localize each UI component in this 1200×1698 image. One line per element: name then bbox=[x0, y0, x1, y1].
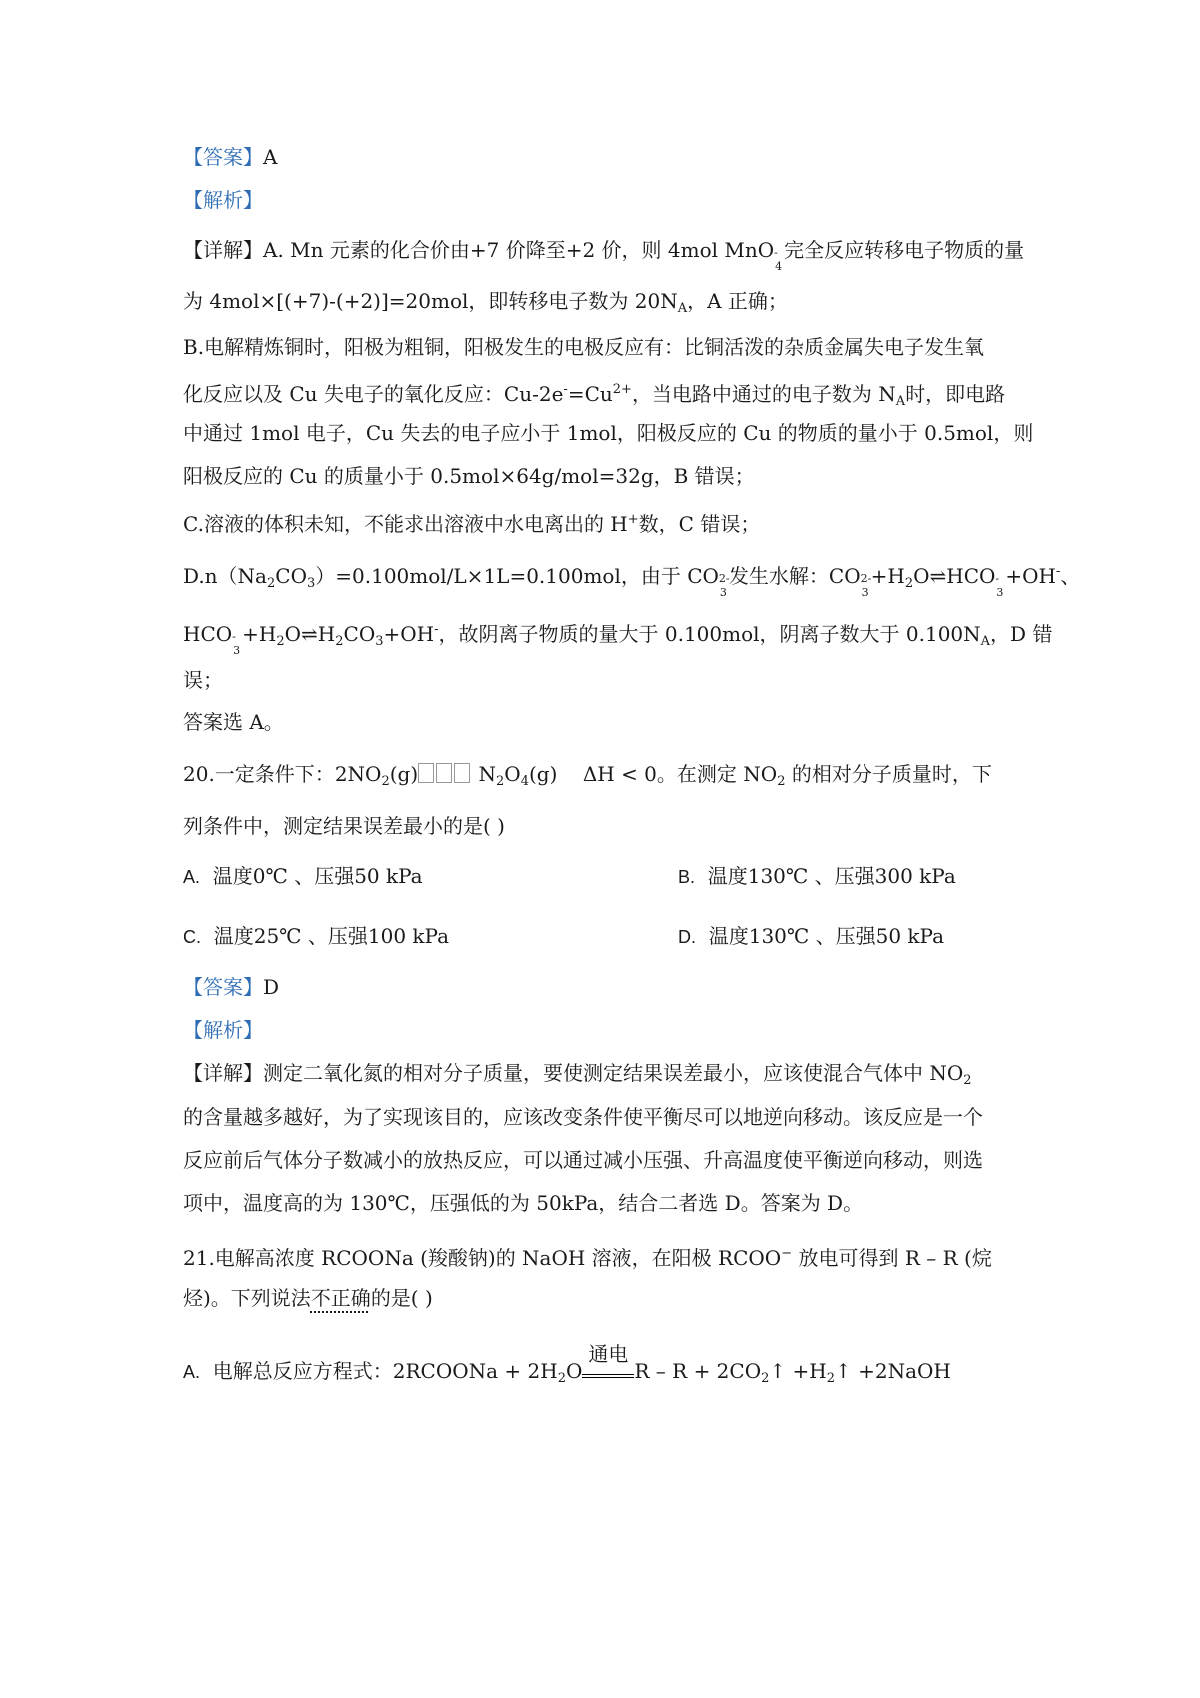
q20-analysis-line: 【解析】 bbox=[183, 1018, 263, 1042]
q21-stem-line-1: 21.电解高浓度 RCOONa (羧酸钠)的 NaOH 溶液，在阳极 RCOO− 放电可得到 R – R (烷 bbox=[183, 1246, 992, 1270]
answer-tag: 【答案】 bbox=[183, 145, 263, 169]
q19-detail-line-1: 【详解】A. Mn 元素的化合价由+7 价降至+2 价，则 4mol MnO - 4 完全反应转移电子物质的量 bbox=[183, 238, 1025, 273]
q20-detail-line-2: 的含量越多越好，为了实现该目的，应该改变条件使平衡尽可以地逆向移动。该反应是一个 bbox=[183, 1105, 983, 1129]
q19-answer-line bbox=[183, 143, 1030, 171]
q21-stem-line-2: 烃)。下列说法不正确的是( ) bbox=[183, 1286, 433, 1310]
q20-stem-line-2: 列条件中，测定结果误差最小的是( ) bbox=[183, 814, 505, 838]
answer-value: A bbox=[263, 145, 278, 169]
q19-c-line: C.溶液的体积未知，不能求出溶液中水电离出的 H+数，C 错误； bbox=[183, 512, 761, 536]
analysis-tag: 【解析】 bbox=[183, 188, 263, 212]
q19-d-line-1: $D.n(Na_2CO_3)=0.100mol/L\times 1L=0.100mol$，由于 CO 2- 3 发生水解：CO 2- 3 $+H_2O\rightleftharpoons HCO$ - 3 +OH-、 bbox=[183, 564, 1081, 599]
q20-detail-line-3: 反应前后气体分子数减小的放热反应，可以通过减小压强、升高温度使平衡逆向移动，则选 bbox=[183, 1148, 983, 1172]
q19-d-line-3: 误； bbox=[183, 668, 223, 692]
missing-glyph-icon bbox=[436, 763, 452, 783]
missing-glyph-icon bbox=[418, 763, 434, 783]
q19-analysis-line bbox=[183, 186, 1030, 214]
q20-detail-line-1: 【详解】测定二氧化氮的相对分子质量，要使测定结果误差最小，应该使混合气体中 $NO_2$ bbox=[183, 1061, 972, 1088]
electrolysis-arrow: 通电 bbox=[582, 1368, 634, 1378]
q21-option-a: A. 电解总反应方程式：2RCOONa + $2H_2O$ 通电 $R - R + 2CO_2↑$ $+H_2↑$ +2NaOH bbox=[183, 1342, 951, 1386]
q20-option-d: D. 温度130℃ 、压强50 kPa bbox=[678, 924, 945, 948]
q19-detail-line-2: 为 4mol×[(+7)-(+2)]=20mol，即转移电子数为 $20N_A$，A 正确； bbox=[183, 289, 788, 316]
q20-stem-line-1: 20.一定条件下：$2NO_2(g)$ $N_2O_4(g)$ ΔH < 0。在测定 $NO_2$ 的相对分子质量时，下 bbox=[183, 762, 992, 789]
q19-d-line-2: HCO - 3 $+H_2O\rightleftharpoons H_2CO_3+OH^-$，故阴离子物质的量大于 0.100mol，阴离子数大于 $0.100N_A$，D 错 bbox=[183, 622, 1053, 657]
detail-tag: 【详解】 bbox=[183, 238, 263, 262]
q19-conclusion: 答案选 A。 bbox=[183, 710, 284, 734]
q20-answer-line: 【答案】D bbox=[183, 975, 280, 999]
q20-option-b: B. 温度130℃ 、压强300 kPa bbox=[678, 864, 956, 888]
q20-detail-line-4: 项中，温度高的为 130℃，压强低的为 50kPa，结合二者选 D。答案为 D。 bbox=[183, 1191, 864, 1215]
q19-b-line-4: 阳极反应的 Cu 的质量小于 0.5mol×64g/mol=32g，B 错误； bbox=[183, 464, 755, 488]
q20-option-a: A. 温度0℃ 、压强50 kPa bbox=[183, 864, 423, 888]
q20-option-c: C. 温度25℃ 、压强100 kPa bbox=[183, 924, 450, 948]
mno4-charge: - 4 bbox=[774, 246, 783, 273]
q19-b-line-3: 中通过 1mol 电子，Cu 失去的电子应小于 1mol，阳极反应的 Cu 的物质的量小于 0.5mol，则 bbox=[183, 421, 1034, 445]
q19-b-line-2: 化反应以及 Cu 失电子的氧化反应：$Cu-2e^-=Cu^{2+}$，当电路中通过的电子数为 $N_A$时，即电路 bbox=[183, 382, 1006, 409]
q19-b-line-1: B.电解精炼铜时，阳极为粗铜，阳极发生的电极反应有：比铜活泼的杂质金属失电子发生氧 bbox=[183, 335, 985, 359]
emphasis-text: 不正确 bbox=[310, 1286, 371, 1310]
missing-glyph-icon bbox=[454, 763, 470, 783]
